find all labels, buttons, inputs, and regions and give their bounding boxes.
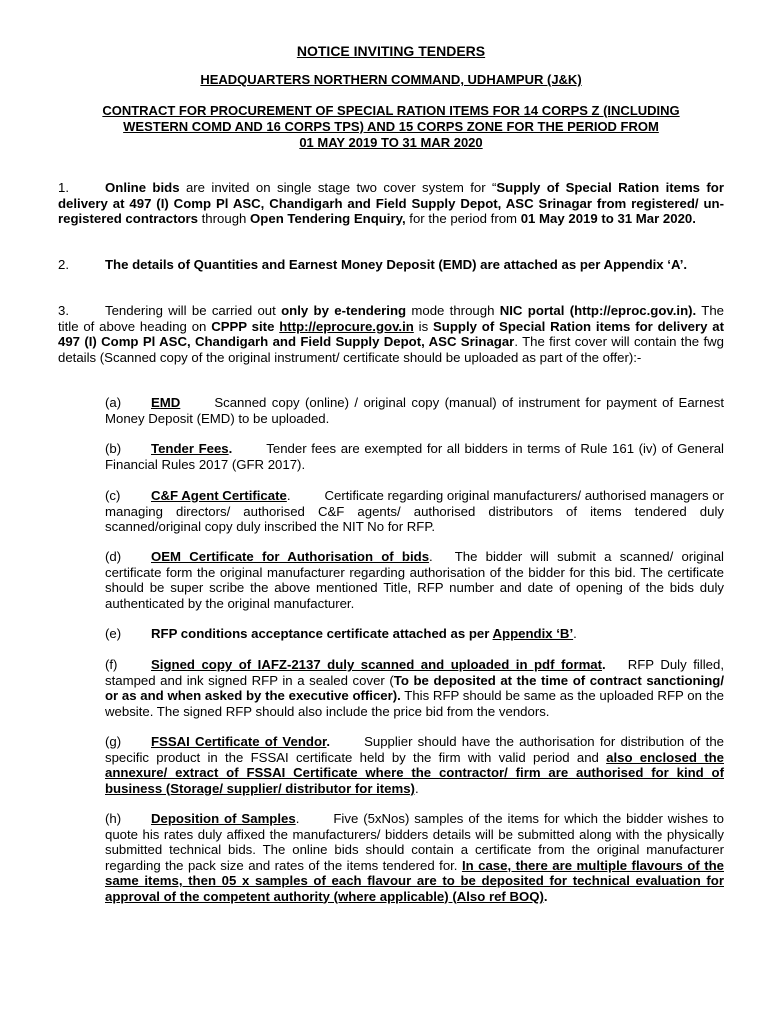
paragraph-number: 2. [58,257,69,272]
item-f-signed-copy: (f) Signed copy of IAFZ-2137 duly scanned and uploaded in pdf format. RFP Duly filled, stamped and ink signed RFP in a sealed cover (To be deposited at the time of contract sanctioning/ or as and when asked by the executive officer). This RFP should be same as the uploaded RFP on the website. The signed RFP should also include the price bid from the vendors. [105,657,725,719]
item-a-emd: (a) EMD Scanned copy (online) / original copy (manual) of instrument for payment of Earnest Money Deposit (EMD) to be uploaded. [105,395,724,426]
item-e-rfp-conditions: (e) RFP conditions acceptance certificate attached as per Appendix ‘B’. [105,626,577,641]
item-c-cf-agent-certificate: (c) C&F Agent Certificate. Certificate regarding original manufacturers/ authorised managers or managing directors/ authorised C&F agents/ authorised distributors of items tendered duly scanned/original copy duly inscribed the NIT No for RFP. [105,488,724,534]
appendix-b-link[interactable]: Appendix ‘B’ [492,626,574,641]
item-b-tender-fees: (b) Tender Fees. Tender fees are exempted for all bidders in terms of Rule 161 (iv) of General Financial Rules 2017 (GFR 2017). [105,441,724,472]
contract-title-line-2: WESTERN COMD AND 16 CORPS TPS) AND 15 CORPS ZONE FOR THE PERIOD FROM [123,119,659,134]
contract-title-line-3: 01 MAY 2019 TO 31 MAR 2020 [299,135,483,150]
item-d-oem-certificate: (d) OEM Certificate for Authorisation of bids. The bidder will submit a scanned/ original certificate form the original manufacturer regarding authorisation of the bidder for this bid. The certificate should be super scribe the above mentioned Title, RFP number and date of opening of the bids duly authenticated by the original manufacturer. [105,549,724,611]
cppp-link[interactable]: http://eprocure.gov.in [279,318,414,334]
paragraph-number: 3. [58,303,69,318]
contract-title-line-1: CONTRACT FOR PROCUREMENT OF SPECIAL RATION ITEMS FOR 14 CORPS Z (INCLUDING [102,103,680,118]
notice-title: NOTICE INVITING TENDERS [296,43,486,59]
paragraph-3: 3. Tendering will be carried out only by e-tendering mode through NIC portal (http://eproc.gov.in). The title of above heading on CPPP site http://eprocure.gov.in is Supply of Special Ration items for delivery at 497 (I) Comp Pl ASC, Chandigarh and Field Supply Depot, ASC Srinagar. The first cover will contain the fwg details (Scanned copy of the original instrument/ certificate should be uploaded as part of the offer):- [58,303,725,365]
headquarters-title: HEADQUARTERS NORTHERN COMMAND, UDHAMPUR (J&K) [200,72,582,87]
item-g-fssai-certificate: (g) FSSAI Certificate of Vendor. Supplier should have the authorisation for distribution of the specific product in the FSSAI certificate held by the firm with valid period and also enclosed the annexure/ extract of FSSAI Certificate where the contractor/ firm are authorised for kind of business (Storage/ supplier/ distributor for items). [105,734,724,796]
contract-title [58,103,724,151]
paragraph-number: 1. [58,180,69,195]
paragraph-2: 2. The details of Quantities and Earnest Money Deposit (EMD) are attached as per Appendix ‘A’. [58,257,688,272]
item-h-deposition-of-samples: (h) Deposition of Samples. Five (5xNos) samples of the items for which the bidder wishes to quote his rates duly affixed the manufacturers/ bidders details will be submitted along with the physically submitted technical bids. The online bids should contain a certificate from the original manufacturer regarding the pack size and rates of the items tendered for. In case, there are multiple flavours of the same items, then 05 x samples of each flavour are to be deposited for technical evaluation for approval of the competent authority (where applicable) (Also ref BOQ). [105,811,724,904]
paragraph-1: 1. Online bids are invited on single stage two cover system for “Supply of Special Ration items for delivery at 497 (I) Comp Pl ASC, Chandigarh and Field Supply Depot, ASC Srinagar from registered/ un-registered contractors through Open Tendering Enquiry, for the period from 01 May 2019 to 31 Mar 2020. [58,180,724,226]
